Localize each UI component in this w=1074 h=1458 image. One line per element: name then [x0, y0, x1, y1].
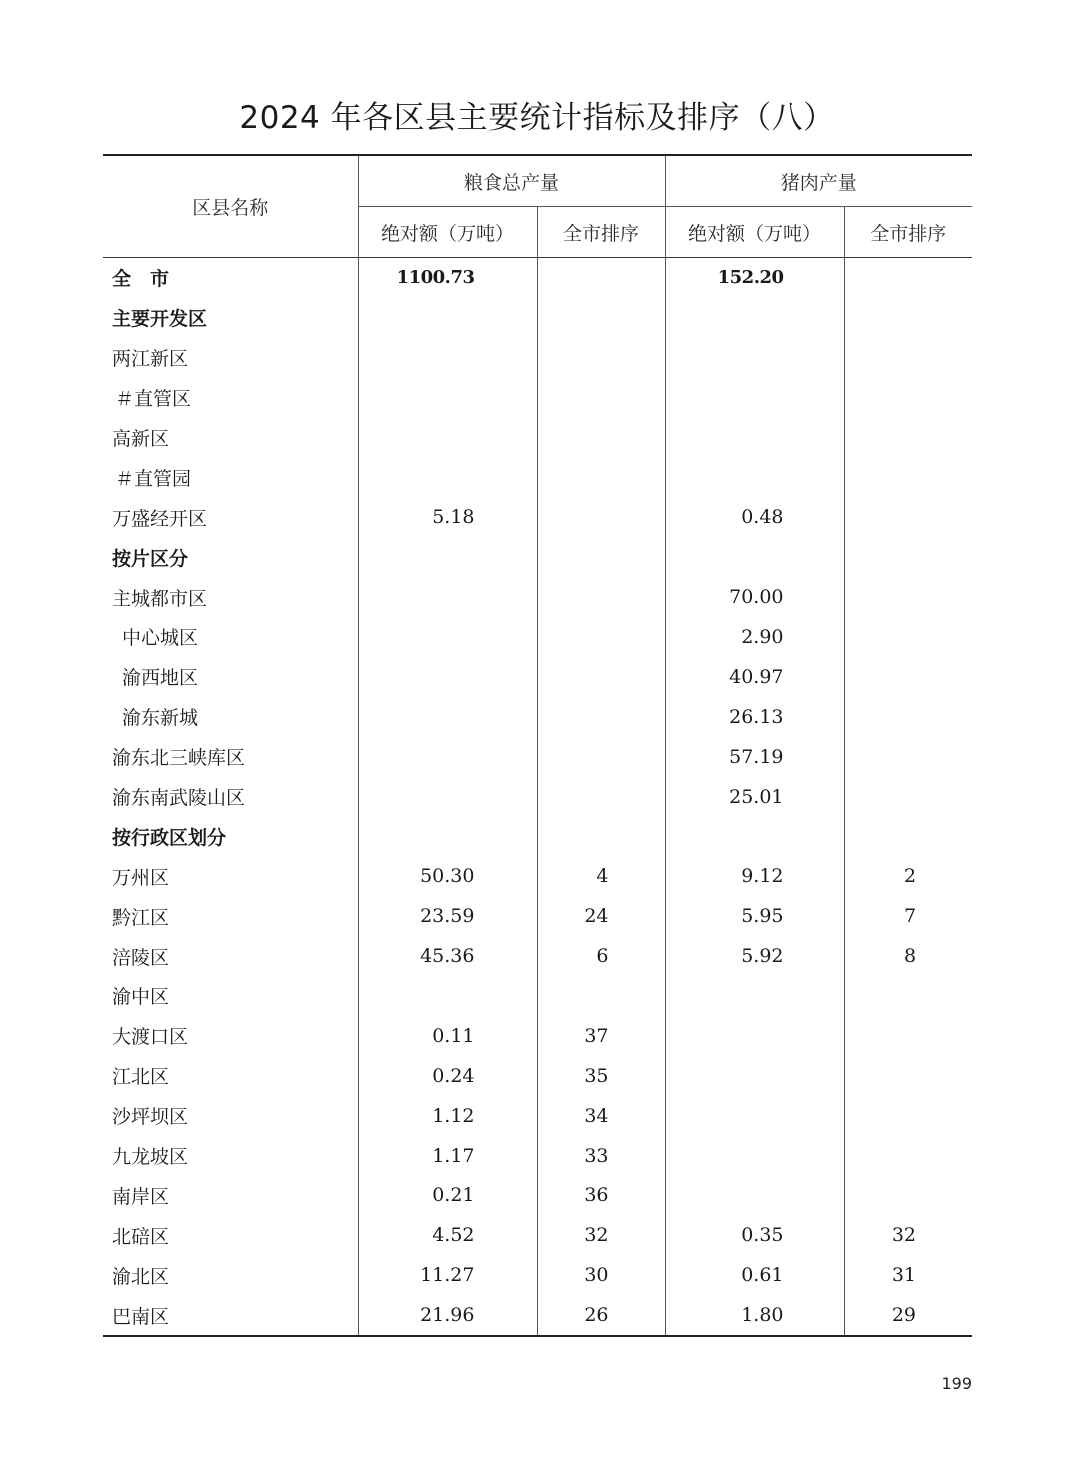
page-title: 2024 年各区县主要统计指标及排序（八）: [239, 100, 835, 136]
grain-output-cell: 4.52: [358, 1215, 537, 1255]
table-row: [103, 258, 972, 298]
pork-rank-cell: 7: [844, 896, 972, 936]
pork-rank-cell: [844, 1056, 972, 1096]
grain-rank-cell: 37: [537, 1016, 665, 1056]
statistics-table: [103, 154, 972, 1337]
district-name-cell: 北碚区: [112, 1225, 170, 1248]
pork-output-cell: [665, 378, 844, 418]
grain-rank-cell: [537, 258, 665, 298]
table-row: [103, 1056, 972, 1096]
grain-rank-cell: 32: [537, 1215, 665, 1255]
grain-rank-cell: [537, 537, 665, 577]
grain-rank-cell: [537, 816, 665, 856]
grain-rank-cell: [537, 697, 665, 737]
grain-output-cell: 0.21: [358, 1175, 537, 1215]
grain-output-cell: [358, 418, 537, 458]
district-name-cell: 江北区: [112, 1066, 170, 1089]
header-grain-output: 粮食总产量: [358, 155, 665, 207]
grain-output-cell: [358, 617, 537, 657]
table-row: [103, 1295, 972, 1336]
table-row: [103, 936, 972, 976]
district-name-cell: 巴南区: [112, 1305, 170, 1328]
pork-output-cell: 57.19: [665, 737, 844, 777]
pork-rank-cell: [844, 617, 972, 657]
district-name-cell: 主要开发区: [112, 308, 208, 331]
pork-rank-cell: 2: [844, 856, 972, 896]
district-name-cell: 渝西地区: [122, 667, 199, 690]
header-pork-absolute: 绝对额（万吨）: [665, 207, 844, 258]
pork-output-cell: [665, 816, 844, 856]
pork-rank-cell: 8: [844, 936, 972, 976]
pork-rank-cell: [844, 777, 972, 817]
grain-rank-cell: [537, 378, 665, 418]
grain-rank-cell: 33: [537, 1136, 665, 1176]
district-name-cell: 渝中区: [112, 986, 170, 1009]
pork-rank-cell: [844, 577, 972, 617]
pork-rank-cell: [844, 457, 972, 497]
grain-output-cell: [358, 777, 537, 817]
table-row: [103, 338, 972, 378]
table-row: [103, 657, 972, 697]
grain-rank-cell: [537, 338, 665, 378]
pork-output-cell: [665, 976, 844, 1016]
grain-output-cell: [358, 577, 537, 617]
pork-output-cell: [665, 1175, 844, 1215]
pork-output-cell: 5.92: [665, 936, 844, 976]
grain-output-cell: 21.96: [358, 1295, 537, 1336]
grain-rank-cell: [537, 457, 665, 497]
table-row: [103, 617, 972, 657]
table-row: [103, 856, 972, 896]
district-name-cell: 渝东北三峡库区: [112, 747, 246, 770]
district-name-cell: 渝东新城: [122, 707, 199, 730]
table-row: [103, 497, 972, 537]
table-row: [103, 777, 972, 817]
page-number: 199: [941, 1374, 972, 1393]
grain-rank-cell: 24: [537, 896, 665, 936]
table-row: [103, 1096, 972, 1136]
pork-output-cell: 70.00: [665, 577, 844, 617]
pork-output-cell: [665, 537, 844, 577]
pork-rank-cell: [844, 697, 972, 737]
table-row: [103, 697, 972, 737]
table-row: [103, 1175, 972, 1215]
grain-rank-cell: [537, 777, 665, 817]
grain-output-cell: [358, 537, 537, 577]
header-pork-rank: 全市排序: [844, 207, 972, 258]
table-row: [103, 457, 972, 497]
grain-output-cell: 1.12: [358, 1096, 537, 1136]
pork-rank-cell: [844, 976, 972, 1016]
pork-output-cell: 152.20: [665, 258, 844, 298]
pork-rank-cell: [844, 378, 972, 418]
pork-rank-cell: [844, 657, 972, 697]
district-name-cell: 渝东南武陵山区: [112, 787, 246, 810]
pork-output-cell: 1.80: [665, 1295, 844, 1336]
grain-rank-cell: [537, 298, 665, 338]
district-name-cell: 黔江区: [112, 906, 170, 929]
grain-output-cell: 11.27: [358, 1255, 537, 1295]
grain-output-cell: 45.36: [358, 936, 537, 976]
grain-output-cell: [358, 737, 537, 777]
table-body: [103, 258, 972, 1337]
table-row: [103, 1215, 972, 1255]
table-row: [103, 896, 972, 936]
district-name-cell: 主城都市区: [112, 587, 208, 610]
pork-rank-cell: [844, 737, 972, 777]
pork-rank-cell: [844, 1175, 972, 1215]
pork-output-cell: [665, 298, 844, 338]
pork-rank-cell: 29: [844, 1295, 972, 1336]
grain-rank-cell: [537, 976, 665, 1016]
grain-rank-cell: [537, 617, 665, 657]
grain-rank-cell: [537, 418, 665, 458]
pork-rank-cell: [844, 497, 972, 537]
grain-output-cell: [358, 338, 537, 378]
header-pork-output: 猪肉产量: [665, 155, 972, 207]
table-row: [103, 378, 972, 418]
district-name-cell: 按行政区划分: [112, 826, 227, 849]
district-name-cell: 渝北区: [112, 1265, 170, 1288]
pork-output-cell: 9.12: [665, 856, 844, 896]
pork-rank-cell: [844, 338, 972, 378]
pork-output-cell: [665, 1096, 844, 1136]
pork-rank-cell: [844, 1136, 972, 1176]
grain-rank-cell: [537, 737, 665, 777]
grain-rank-cell: 26: [537, 1295, 665, 1336]
district-name-cell: 沙坪坝区: [112, 1106, 189, 1129]
pork-rank-cell: [844, 258, 972, 298]
grain-output-cell: 0.11: [358, 1016, 537, 1056]
grain-rank-cell: 30: [537, 1255, 665, 1295]
table-row: [103, 298, 972, 338]
grain-rank-cell: 34: [537, 1096, 665, 1136]
table-row: [103, 1016, 972, 1056]
grain-output-cell: [358, 378, 537, 418]
district-name-cell: ＃直管区: [115, 388, 192, 411]
district-name-cell: 大渡口区: [112, 1026, 189, 1049]
pork-output-cell: [665, 457, 844, 497]
pork-rank-cell: [844, 1016, 972, 1056]
grain-output-cell: 5.18: [358, 497, 537, 537]
district-name-cell: 中心城区: [122, 627, 199, 650]
grain-output-cell: 1100.73: [358, 258, 537, 298]
pork-output-cell: [665, 1016, 844, 1056]
pork-output-cell: 26.13: [665, 697, 844, 737]
district-name-cell: 万盛经开区: [112, 507, 208, 530]
pork-output-cell: 2.90: [665, 617, 844, 657]
pork-rank-cell: [844, 816, 972, 856]
pork-output-cell: [665, 338, 844, 378]
grain-output-cell: [358, 697, 537, 737]
table-row: [103, 1136, 972, 1176]
pork-rank-cell: [844, 418, 972, 458]
grain-rank-cell: 4: [537, 856, 665, 896]
district-name-cell: 万州区: [112, 866, 170, 889]
pork-output-cell: 25.01: [665, 777, 844, 817]
table-row: [103, 737, 972, 777]
grain-rank-cell: [537, 577, 665, 617]
grain-rank-cell: 35: [537, 1056, 665, 1096]
pork-rank-cell: 31: [844, 1255, 972, 1295]
pork-rank-cell: [844, 1096, 972, 1136]
header-grain-absolute: 绝对额（万吨）: [358, 207, 537, 258]
district-name-cell: 南岸区: [112, 1185, 170, 1208]
grain-output-cell: [358, 657, 537, 697]
district-name-cell: ＃直管园: [115, 467, 192, 490]
grain-output-cell: 50.30: [358, 856, 537, 896]
grain-rank-cell: [537, 497, 665, 537]
table-row: [103, 577, 972, 617]
pork-output-cell: 40.97: [665, 657, 844, 697]
grain-output-cell: [358, 298, 537, 338]
pork-rank-cell: [844, 298, 972, 338]
pork-rank-cell: [844, 537, 972, 577]
header-district-name: 区县名称: [192, 197, 269, 219]
pork-output-cell: 0.48: [665, 497, 844, 537]
district-name-cell: 全 市: [112, 268, 170, 291]
district-name-cell: 高新区: [112, 428, 170, 450]
table-header: [103, 155, 972, 258]
grain-output-cell: [358, 457, 537, 497]
pork-output-cell: 5.95: [665, 896, 844, 936]
grain-output-cell: [358, 976, 537, 1016]
table-row: [103, 537, 972, 577]
pork-output-cell: 0.61: [665, 1255, 844, 1295]
district-name-cell: 按片区分: [112, 547, 189, 570]
table-row: [103, 976, 972, 1016]
grain-output-cell: [358, 816, 537, 856]
grain-rank-cell: [537, 657, 665, 697]
pork-output-cell: [665, 1136, 844, 1176]
grain-output-cell: 0.24: [358, 1056, 537, 1096]
pork-output-cell: 0.35: [665, 1215, 844, 1255]
district-name-cell: 涪陵区: [112, 946, 170, 969]
pork-rank-cell: 32: [844, 1215, 972, 1255]
grain-output-cell: 23.59: [358, 896, 537, 936]
pork-output-cell: [665, 1056, 844, 1096]
district-name-cell: 九龙坡区: [112, 1146, 189, 1169]
table-row: [103, 418, 972, 458]
header-grain-rank: 全市排序: [537, 207, 665, 258]
grain-rank-cell: 36: [537, 1175, 665, 1215]
table-row: [103, 1255, 972, 1295]
district-name-cell: 两江新区: [112, 348, 189, 371]
table-row: [103, 816, 972, 856]
pork-output-cell: [665, 418, 844, 458]
grain-output-cell: 1.17: [358, 1136, 537, 1176]
grain-rank-cell: 6: [537, 936, 665, 976]
